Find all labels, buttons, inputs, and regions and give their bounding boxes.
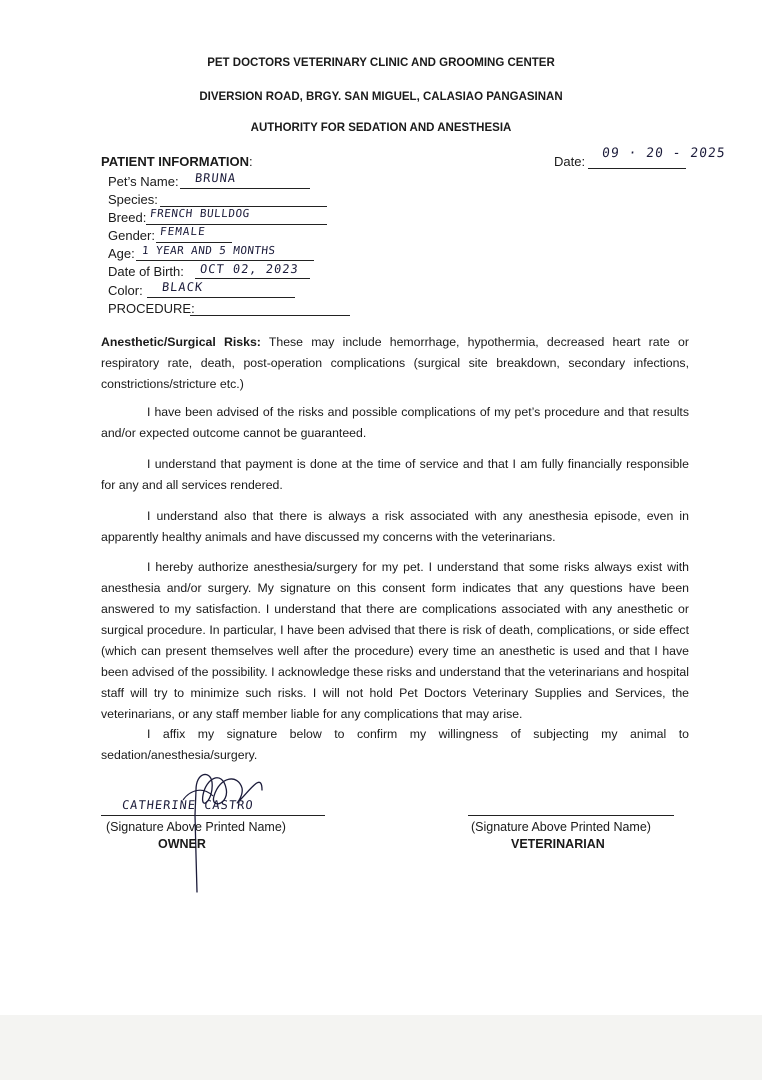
patient-info-heading: PATIENT INFORMATION: [101, 154, 253, 169]
dob-label: Date of Birth: [108, 264, 184, 279]
payment-paragraph: I understand that payment is done at the time of service and that I am fully financially responsible for any and all services rendered. [101, 457, 689, 492]
owner-caption: (Signature Above Printed Name) [106, 820, 286, 834]
owner-role: OWNER [158, 837, 206, 851]
clinic-address: DIVERSION ROAD, BRGY. SAN MIGUEL, CALASIAO PANGASINAN [199, 91, 563, 103]
risks-text: These may include hemorrhage, hypothermia, decreased heart rate or respiratory rate, death, post-operation complications (surgical site breakdown, secondary infections, constrictions/stricture etc.) [101, 335, 689, 391]
color-label: Color: [108, 283, 143, 298]
species-label: Species: [108, 192, 158, 207]
risk-anesthesia-paragraph: I understand also that there is always a risk associated with any anesthesia episode, even in apparently healthy animals and have discussed my concerns with the veterinarians. [101, 509, 689, 544]
gender-label: Gender: [108, 228, 155, 243]
clinic-name: PET DOCTORS VETERINARY CLINIC AND GROOMING CENTER [207, 57, 555, 69]
vet-signature-line [468, 815, 674, 816]
dob-value: OCT 02, 2023 [199, 262, 300, 276]
vet-role: VETERINARIAN [511, 837, 605, 851]
vet-caption: (Signature Above Printed Name) [471, 820, 651, 834]
form-title: AUTHORITY FOR SEDATION AND ANESTHESIA [250, 122, 512, 134]
pet-name-value: BRUNA [194, 171, 237, 185]
procedure-label: PROCEDURE: [108, 301, 195, 316]
pet-name-label: Pet’s Name: [108, 174, 179, 189]
date-label: Date: [554, 154, 586, 169]
age-value: 1 YEAR AND 5 MONTHS [141, 244, 277, 257]
owner-printed-name: CATHERINE CASTRO [121, 798, 255, 812]
advised-paragraph: I have been advised of the risks and possible complications of my pet’s procedure and that results and/or expected outcome cannot be guaranteed. [101, 405, 689, 440]
gender-value: FEMALE [159, 225, 207, 238]
breed-label: Breed: [108, 210, 147, 225]
authorization-paragraph: I hereby authorize anesthesia/surgery for my pet. I understand that some risks always exist with anesthesia and/or surgery. My signature on this consent form indicates that any questions have been answered to my satisfaction. I understand that there are complications associated with any anesthetic or surgical procedure. In particular, I have been advised that there is risk of death, complications, or side effect (which can present themselves well after the procedure) every time an anesthetic is used and that I have been advised of the possibility. I acknowledge these risks and understand that the veterinarians and hospital staff will try to minimize such risks. I will not hold Pet Doctors Veterinary Supplies and Services, the veterinarians, or any staff member liable for any complications that may arise. [101, 560, 689, 721]
affix-signature-paragraph: I affix my signature below to confirm my willingness of subjecting my animal to sedation/anesthesia/surgery. [101, 727, 689, 762]
breed-value: FRENCH BULLDOG [149, 207, 251, 220]
date-value: 09 · 20 - 2025 [601, 146, 727, 161]
age-label: Age: [108, 246, 135, 261]
risks-label: Anesthetic/Surgical Risks: [101, 335, 261, 349]
color-value: BLACK [161, 280, 204, 294]
